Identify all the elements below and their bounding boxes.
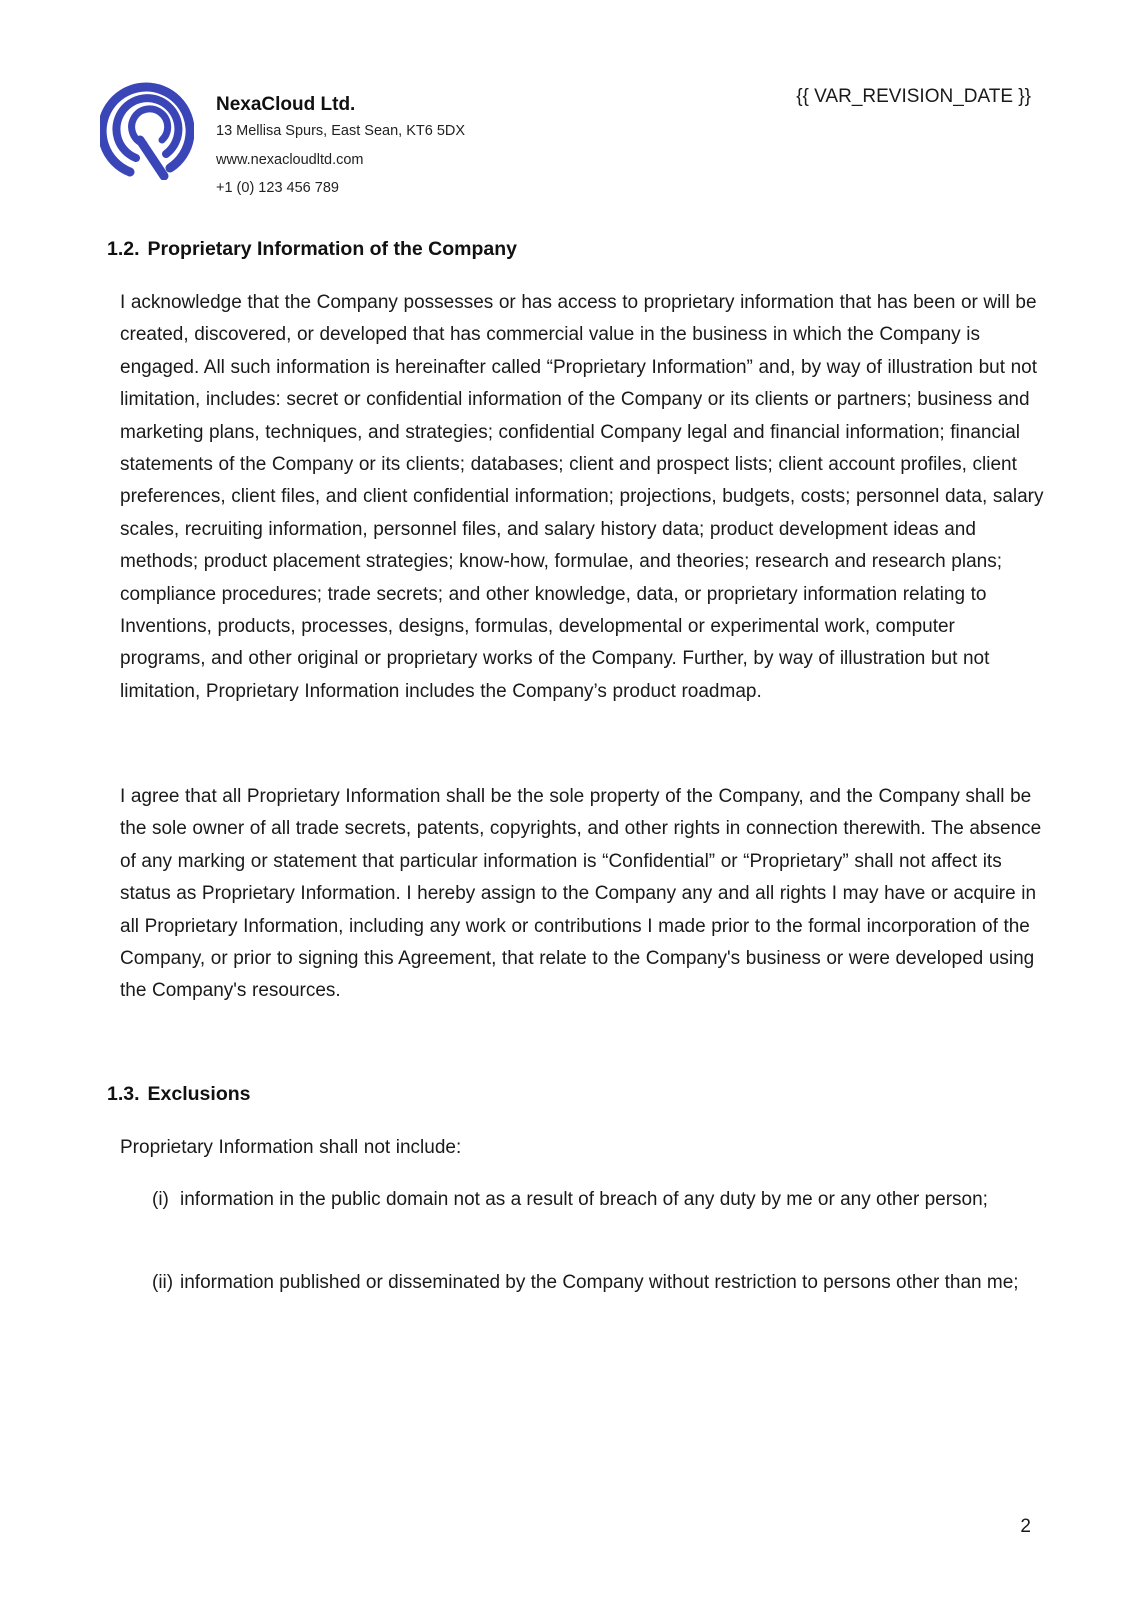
- list-marker: (ii): [152, 1272, 174, 1293]
- company-info: [216, 94, 465, 202]
- list-item: [152, 1184, 1042, 1216]
- section-heading-1-2: [107, 238, 517, 261]
- list-marker: (i): [152, 1189, 169, 1210]
- company-phone: +1 (0) 123 456 789: [216, 180, 339, 196]
- section-title: Exclusions: [147, 1083, 251, 1105]
- section-heading-1-3: [107, 1083, 251, 1106]
- exclusions-intro: Proprietary Information shall not include:: [120, 1137, 462, 1158]
- revision-date-placeholder: {{ VAR_REVISION_DATE }}: [796, 86, 1031, 107]
- section-title: Proprietary Information of the Company: [147, 238, 517, 260]
- nexacloud-logo-icon: [100, 80, 194, 180]
- company-address: 13 Mellisa Spurs, East Sean, KT6 5DX: [216, 123, 466, 139]
- list-item-text: information published or disseminated by the Company without restriction to persons other than me;: [180, 1272, 1019, 1293]
- paragraph-proprietary-ownership: I agree that all Proprietary Information shall be the sole property of the Company, and the Company shall be the sole owner of all trade secrets, patents, copyrights, and other rights in connection therewith. The absence of any marking or statement that particular information is “Confidential” or “Proprietary” shall not affect its status as Proprietary Information. I hereby assign to the Company any and all rights I may have or acquire in all Proprietary Information, including any work or contributions I made prior to the formal incorporation of the Company, or prior to signing this Agreement, that relate to the Company's business or were developed using the Company's resources.: [120, 786, 1042, 1002]
- section-number: 1.2.: [107, 238, 140, 260]
- page-number: 2: [1020, 1516, 1031, 1537]
- section-number: 1.3.: [107, 1083, 140, 1105]
- company-website: www.nexacloudltd.com: [216, 152, 364, 168]
- paragraph-proprietary-definition: I acknowledge that the Company possesses or has access to proprietary information that has been or will be created, discovered, or developed that has commercial value in the business in which the Company is engaged. All such information is hereinafter called “Proprietary Information” and, by way of illustration but not limitation, includes: secret or confidential information of the Company or its clients or partners; business and marketing plans, techniques, and strategies; confidential Company legal and financial information; financial statements of the Company or its clients; databases; client and prospect lists; client account profiles, client preferences, client files, and client confidential information; projections, budgets, costs; personnel data, salary scales, recruiting information, personnel files, and salary history data; product development ideas and methods; product placement strategies; know-how, formulae, and theories; research and research plans; compliance procedures; trade secrets; and other knowledge, data, or proprietary information relating to Inventions, products, processes, designs, formulas, developmental or experimental work, computer programs, and other original or proprietary works of the Company. Further, by way of illustration but not limitation, Proprietary Information includes the Company’s product roadmap.: [120, 292, 1044, 702]
- list-item: [152, 1267, 1042, 1299]
- company-name: NexaCloud Ltd.: [216, 94, 356, 115]
- list-item-text: information in the public domain not as a result of breach of any duty by me or any other person;: [180, 1189, 988, 1210]
